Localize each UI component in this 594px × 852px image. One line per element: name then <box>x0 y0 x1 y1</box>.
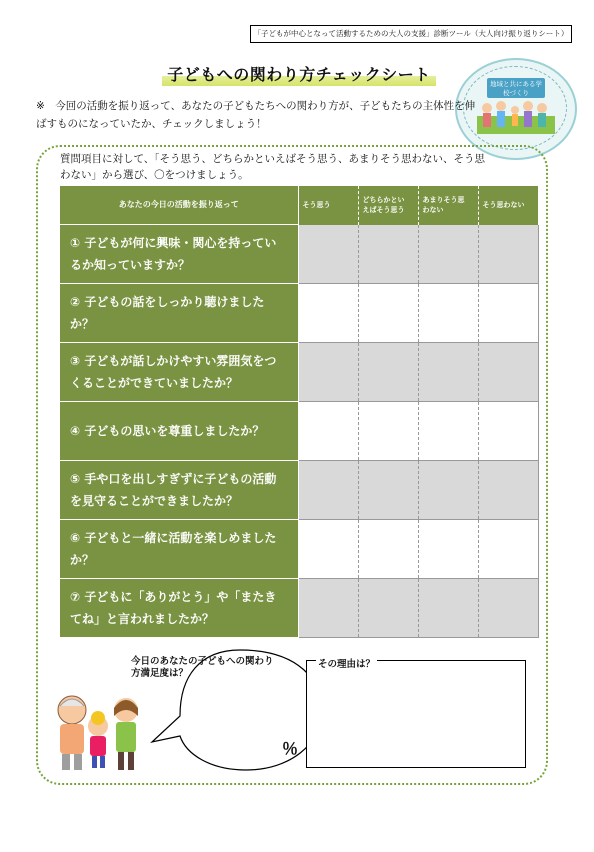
answer-cell[interactable] <box>358 579 418 638</box>
logo-label: 地域と共にある学校づくり <box>487 78 545 98</box>
question-cell: ⑤ 手や口を出しすぎずに子どもの活動を見守ることができましたか？ <box>60 461 298 520</box>
answer-cell[interactable] <box>358 343 418 402</box>
tool-label-box: 「子どもが中心となって活動するための大人の支援」診断ツール（大人向け振り返りシート） <box>250 25 572 43</box>
question-cell: ④ 子どもの思いを尊重しましたか？ <box>60 402 298 461</box>
table-row <box>60 284 538 343</box>
answer-cell[interactable] <box>298 343 358 402</box>
page-title: 子どもへの関わり方チェックシート <box>162 64 436 86</box>
answer-cell[interactable] <box>478 520 538 579</box>
reason-label: その理由は？ <box>316 656 377 670</box>
table-row <box>60 402 538 461</box>
question-cell: ⑦ 子どもに「ありがとう」や「またきてね」と言われましたか？ <box>60 579 298 638</box>
answer-cell[interactable] <box>478 461 538 520</box>
answer-cell[interactable] <box>418 225 478 284</box>
question-cell: ① 子どもが何に興味・関心を持っているか知っていますか？ <box>60 225 298 284</box>
table-row <box>60 461 538 520</box>
option-header: そう思わない <box>478 186 538 225</box>
answer-cell[interactable] <box>358 284 418 343</box>
table-row <box>60 520 538 579</box>
question-cell: ⑥ 子どもと一緒に活動を楽しめましたか？ <box>60 520 298 579</box>
answer-cell[interactable] <box>298 520 358 579</box>
reason-box[interactable] <box>306 660 526 768</box>
answer-cell[interactable] <box>358 520 418 579</box>
logo-people-illustration <box>477 94 555 134</box>
answer-cell[interactable] <box>478 343 538 402</box>
family-illustration <box>52 686 152 772</box>
table-row <box>60 343 538 402</box>
answer-cell[interactable] <box>418 579 478 638</box>
table-row <box>60 579 538 638</box>
intro-note: ※ 今回の活動を振り返って、あなたの子どもたちへの関わり方が、子どもたちの主体性を伸ばすものになっていたか、チェックしましょう！ <box>36 100 476 130</box>
question-cell: ② 子どもの話をしっかり聴けましたか？ <box>60 284 298 343</box>
option-header: どちらかとい えばそう思う <box>358 186 418 225</box>
option-header: あまりそう思 わない <box>418 186 478 225</box>
header-main: あなたの今日の活動を振り返って <box>60 186 298 225</box>
answer-cell[interactable] <box>298 225 358 284</box>
answer-cell[interactable] <box>418 402 478 461</box>
answer-cell[interactable] <box>358 461 418 520</box>
answer-cell[interactable] <box>418 343 478 402</box>
check-table <box>60 186 539 638</box>
answer-cell[interactable] <box>418 461 478 520</box>
answer-cell[interactable] <box>298 284 358 343</box>
answer-cell[interactable] <box>358 225 418 284</box>
answer-cell[interactable] <box>358 402 418 461</box>
answer-cell[interactable] <box>478 579 538 638</box>
table-header-row <box>60 186 538 225</box>
answer-cell[interactable] <box>298 402 358 461</box>
answer-cell[interactable] <box>298 461 358 520</box>
answer-cell[interactable] <box>478 284 538 343</box>
answer-cell[interactable] <box>418 520 478 579</box>
answer-cell[interactable] <box>298 579 358 638</box>
instructions: 質問項目に対して、「そう思う、どちらかといえばそう思う、あまりそう思わない、そう思わない」から選び、〇をつけましょう。 <box>60 153 486 181</box>
answer-cell[interactable] <box>478 225 538 284</box>
table-row <box>60 225 538 284</box>
satisfaction-label: 今日のあなたの子どもへの関わり方満足度は？ <box>131 656 274 679</box>
percent-sign: ％ <box>282 739 299 758</box>
option-header: そう思う <box>298 186 358 225</box>
answer-cell[interactable] <box>418 284 478 343</box>
question-cell: ③ 子どもが話しかけやすい雰囲気をつくることができていましたか？ <box>60 343 298 402</box>
answer-cell[interactable] <box>478 402 538 461</box>
